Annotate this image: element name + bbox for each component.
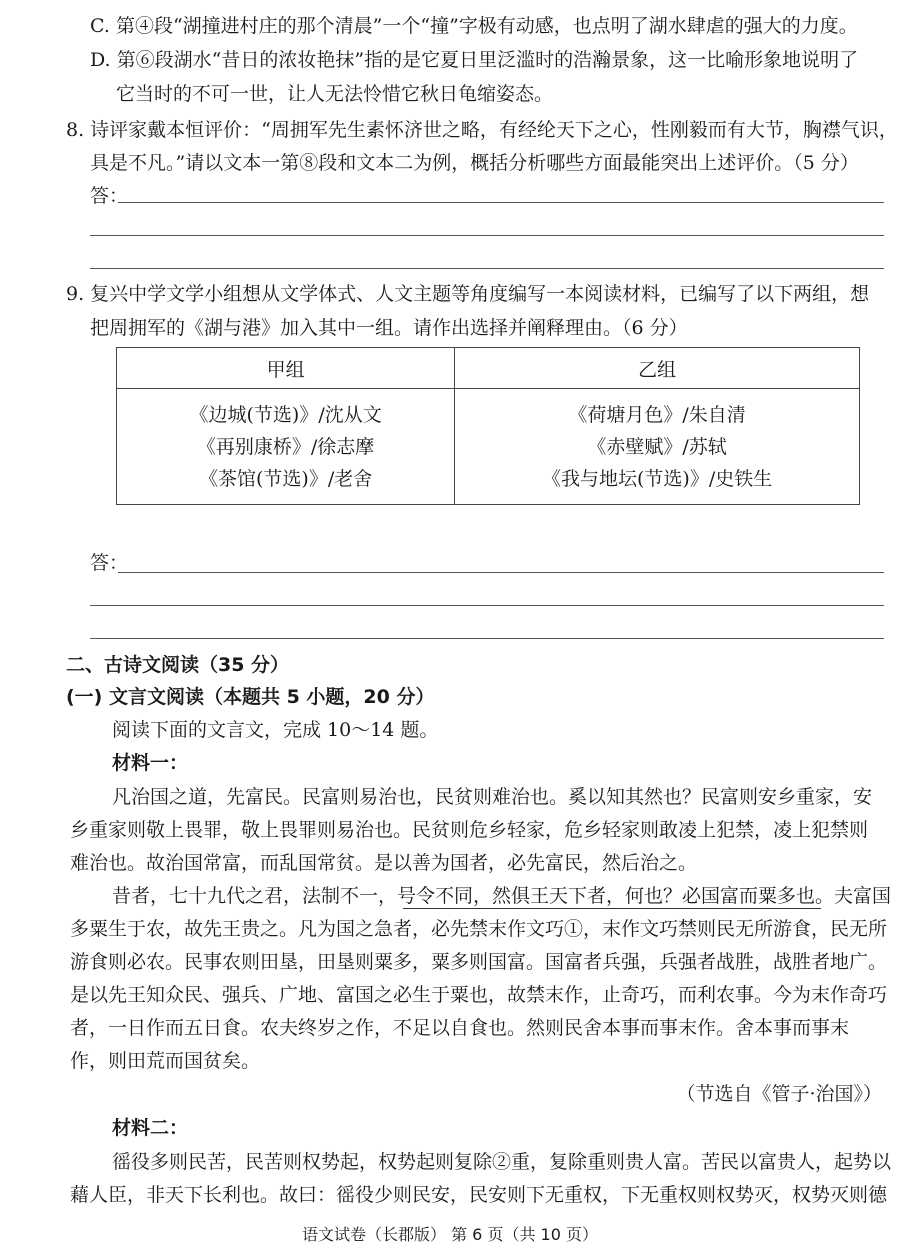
- question-9-line1: 9. 复兴中学文学小组想从文学体式、人文主题等角度编写一本阅读材料，已编写了以下两组，想: [66, 283, 870, 305]
- paragraph-line: 凡治国之道，先富民。民富则易治也，民贫则难治也。奚以知其然也？民富则安乡重家，安: [112, 786, 873, 808]
- answer-line[interactable]: [90, 268, 884, 269]
- question-9-line2: 把周拥军的《湖与港》加入其中一组。请作出选择并阐释理由。（6 分）: [90, 317, 688, 339]
- question-8-answer-label: 答：: [90, 185, 129, 207]
- option-d-line2: 它当时的不可一世，让人无法怜惜它秋日龟缩姿态。: [116, 83, 554, 105]
- group-a-header: 甲组: [117, 348, 455, 389]
- question-8-line1: 8. 诗评家戴本恒评价：“周拥军先生素怀济世之略，有经纶天下之心，性刚毅而有大节，胸襟气识，: [66, 119, 898, 141]
- paragraph-line: 徭役多则民苦，民苦则权势起，权势起则复除②重，复除重则贵人富。苦民以富贵人，起势以: [112, 1151, 892, 1173]
- groups-table: [116, 347, 860, 505]
- group-b-item: 《我与地坛(节选)》/史铁生: [542, 467, 773, 490]
- answer-line[interactable]: [118, 202, 884, 203]
- answer-line[interactable]: [90, 605, 884, 606]
- paragraph-line: 藉人臣，非天下长利也。故曰：徭役少则民安，民安则下无重权，下无重权则权势灭，权势灭则德: [70, 1184, 888, 1206]
- group-a-cell: [117, 389, 455, 505]
- group-b-header: 乙组: [455, 348, 860, 389]
- answer-line[interactable]: [90, 638, 884, 639]
- paragraph-line: 多粟生于农，故先王贵之。凡为国之急者，必先禁末作文巧①，末作文巧禁则民无所游食，民无所: [70, 918, 888, 940]
- option-d-line1: D. 第⑥段湖水“昔日的浓妆艳抹”指的是它夏日里泛滥时的浩瀚景象，这一比喻形象地说明了: [90, 49, 859, 71]
- group-b-item: 《赤壁赋》/苏轼: [587, 435, 727, 458]
- material-1-source: （节选自《管子·治国》）: [676, 1083, 882, 1105]
- material-1-label: 材料一：: [112, 752, 189, 774]
- material-2-label: 材料二：: [112, 1117, 189, 1139]
- group-b-item: 《荷塘月色》/朱自清: [568, 403, 746, 426]
- underline-mark: [403, 908, 821, 909]
- instruction: 阅读下面的文言文，完成 10～14 题。: [112, 719, 439, 741]
- paragraph-line: 作，则田荒而国贫矣。: [70, 1050, 261, 1072]
- group-a-item: 《茶馆(节选)》/老舍: [199, 467, 373, 490]
- group-a-item: 《再别康桥》/徐志摩: [196, 435, 375, 458]
- paragraph-line: 游食则必农。民事农则田垦，田垦则粟多，粟多则国富。国富者兵强，兵强者战胜，战胜者地广。: [70, 951, 888, 973]
- paragraph-line: 者，一日作而五日食。农夫终岁之作，不足以自食也。然则民舍本事而事末作。舍本事而事末: [70, 1017, 850, 1039]
- paragraph-line: 昔者，七十九代之君，法制不一，号令不同，然俱王天下者，何也？必国富而粟多也。夫富国: [112, 885, 892, 907]
- group-a-item: 《边城(节选)》/沈从文: [189, 403, 382, 426]
- answer-line[interactable]: [90, 235, 884, 236]
- group-b-cell: [455, 389, 860, 505]
- paragraph-line: 乡重家则敬上畏罪，敬上畏罪则易治也。民贫则危乡轻家，危乡轻家则敢凌上犯禁，凌上犯禁则: [70, 819, 869, 841]
- option-c: C. 第④段“湖撞进村庄的那个清晨”一个“撞”字极有动感，也点明了湖水肆虐的强大的力度。: [90, 15, 858, 37]
- paragraph-line: 难治也。故治国常富，而乱国常贫。是以善为国者，必先富民，然后治之。: [70, 852, 698, 874]
- page-footer: 语文试卷（长郡版） 第 6 页（共 10 页）: [302, 1225, 598, 1244]
- subsection-title: (一) 文言文阅读（本题共 5 小题，20 分）: [66, 686, 435, 708]
- question-9-answer-label: 答：: [90, 552, 129, 574]
- question-8-line2: 具是不凡。”请以文本一第⑧段和文本二为例，概括分析哪些方面最能突出上述评价。（5 分）: [90, 152, 859, 174]
- paragraph-line: 是以先王知众民、强兵、广地、富国之必生于粟也，故禁末作，止奇巧，而利农事。今为末作奇巧: [70, 984, 888, 1006]
- answer-line[interactable]: [118, 572, 884, 573]
- section-title: 二、古诗文阅读（35 分）: [66, 654, 290, 676]
